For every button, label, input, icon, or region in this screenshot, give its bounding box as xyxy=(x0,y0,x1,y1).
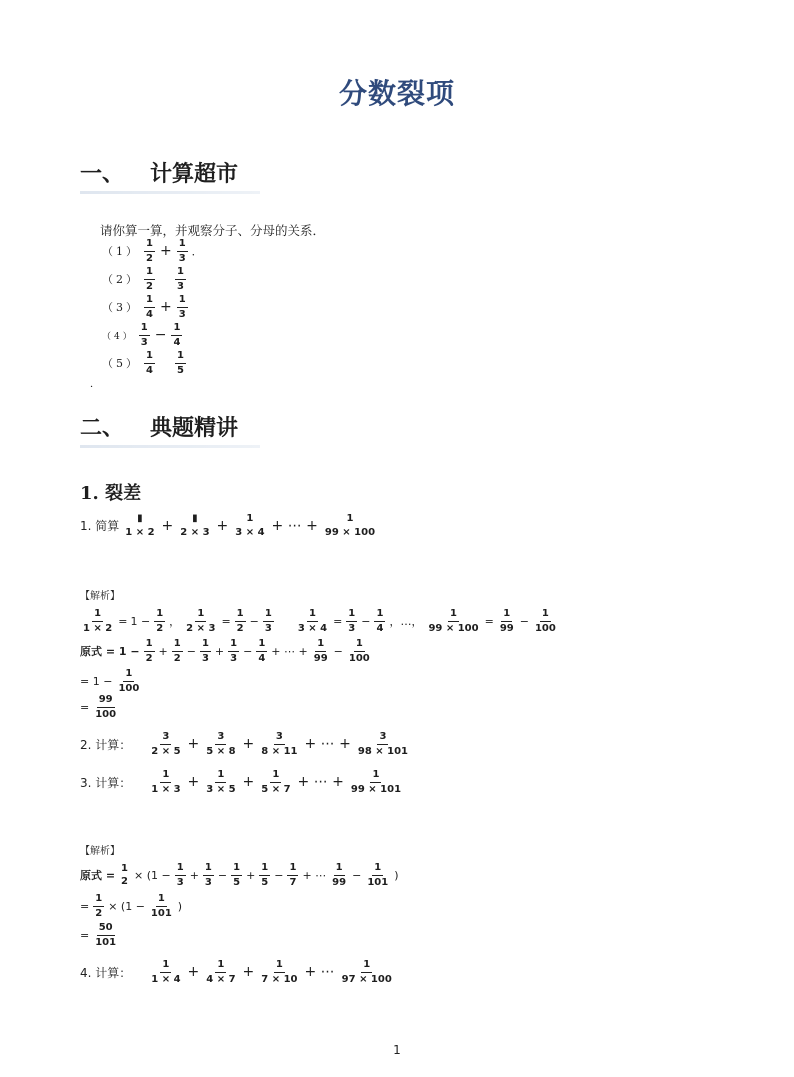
denominator: 4 xyxy=(173,336,181,348)
problem-label: 1. 简算 xyxy=(80,519,120,533)
analysis-line: 原式 = 1 2 × (1 − $\frac{1}{3}$ + $\frac{1}{3}$ − $\frac{1}{5}$ + $\frac{1}{5}$ − $\frac{1}{7}$ + ⋯ $\frac{1}{99}$ − $\frac{1}{101}$ ) xyxy=(80,862,399,888)
numerator: 3 xyxy=(215,731,226,745)
numerator: 1 xyxy=(175,266,186,280)
denominator: 2 × 3 xyxy=(186,622,216,634)
numerator: 1 xyxy=(139,322,150,336)
numerator: ▮ xyxy=(192,513,198,524)
numerator: 1 xyxy=(256,638,267,652)
section-title: 计算超市 xyxy=(150,162,239,187)
denominator: 4 xyxy=(376,622,384,634)
problem-3: 3. 计算： $\frac{1}{1 \times 3}$ + $\frac{1}{3 \times 5}$ + $\frac{1}{5 \times 7}$ + ⋯ + $\frac{1}{99 \times 101}$ xyxy=(80,769,404,795)
exercise-item xyxy=(102,322,183,348)
numerator: 1 xyxy=(175,350,186,364)
item-label: （2） xyxy=(102,273,140,286)
exercise-item xyxy=(102,266,187,292)
numerator: 1 xyxy=(215,959,226,973)
denominator: 3 xyxy=(140,336,148,348)
numerator: 1 xyxy=(195,608,206,622)
denominator: 4 xyxy=(258,652,266,664)
denominator: 2 xyxy=(121,876,129,887)
section-underline xyxy=(80,445,260,448)
section-number: 一、 xyxy=(80,162,125,187)
fraction xyxy=(322,513,378,538)
fraction xyxy=(143,350,156,376)
fraction xyxy=(234,608,247,634)
problem-2: 2. 计算： $\frac{3}{2 \times 5}$ + $\frac{3}{5 \times 8}$ + $\frac{3}{8 \times 11}$ + ⋯ + $\frac{3}{98 \times 101}$ xyxy=(80,731,411,757)
denominator: 2 xyxy=(236,622,244,634)
denominator: 99 × 100 xyxy=(428,622,479,634)
fraction xyxy=(425,608,481,634)
denominator: 3 × 4 xyxy=(235,526,265,538)
fraction xyxy=(258,731,300,757)
denominator: 99 xyxy=(313,652,328,664)
analysis-tag: 【解析】 xyxy=(80,846,120,857)
denominator: 2 xyxy=(146,280,153,292)
numerator: 1 xyxy=(228,638,239,652)
numerator: 1 xyxy=(374,608,385,622)
numerator: 1 xyxy=(448,608,459,622)
analysis-line: = 1 − $\frac{1}{100}$ xyxy=(80,668,142,694)
denominator: 2 xyxy=(145,652,153,664)
punctuation: ． xyxy=(191,245,203,258)
numerator: 1 xyxy=(315,638,326,652)
analysis-line: = $\frac{50}{101}$ xyxy=(80,922,119,948)
numerator: 1 xyxy=(144,238,155,252)
numerator: 1 xyxy=(235,608,246,622)
fraction xyxy=(122,513,157,538)
operator: + xyxy=(216,517,229,534)
numerator: 1 xyxy=(121,862,129,874)
fraction xyxy=(311,638,331,664)
fraction xyxy=(329,862,349,888)
numerator: 1 xyxy=(346,608,357,622)
section-heading-1 xyxy=(80,157,238,188)
denominator: 100 xyxy=(95,708,117,720)
numerator: 1 xyxy=(540,608,551,622)
fraction xyxy=(348,769,404,795)
numerator: 1 xyxy=(307,608,318,622)
fraction xyxy=(232,513,267,538)
numerator: 1 xyxy=(177,238,188,252)
numerator: 1 xyxy=(144,350,155,364)
denominator: 4 xyxy=(146,308,153,320)
fraction xyxy=(203,731,238,757)
numerator: 1 xyxy=(172,638,183,652)
denominator: 99 xyxy=(499,622,514,634)
fraction xyxy=(373,608,386,634)
numerator: 1 xyxy=(160,959,171,973)
denominator: 97 × 100 xyxy=(341,973,392,985)
fraction xyxy=(176,238,189,264)
denominator: 3 xyxy=(264,622,272,634)
fraction xyxy=(258,862,271,888)
item-label: （3） xyxy=(102,301,140,314)
fraction xyxy=(143,294,156,320)
numerator: 1 xyxy=(270,769,281,783)
fraction xyxy=(286,862,299,888)
numerator: 3 xyxy=(377,731,388,745)
exercise-item xyxy=(102,350,187,376)
fraction xyxy=(176,294,189,320)
denominator: 5 xyxy=(261,876,269,888)
fraction xyxy=(183,608,218,634)
section-number: 二、 xyxy=(80,416,125,441)
numerator: 1 xyxy=(231,862,242,876)
numerator: 1 xyxy=(93,893,104,907)
section-title: 典题精讲 xyxy=(150,416,239,441)
denominator: 8 × 11 xyxy=(261,745,298,757)
denominator: 5 xyxy=(176,364,184,376)
fraction xyxy=(532,608,559,634)
denominator: 99 × 100 xyxy=(324,526,376,538)
fraction xyxy=(143,638,156,664)
fraction xyxy=(203,959,238,985)
subsection-title: 裂差 xyxy=(105,483,142,504)
problem-label: 2. 计算： xyxy=(80,737,132,752)
numerator: 1 xyxy=(263,608,274,622)
numerator: 1 xyxy=(144,266,155,280)
fraction xyxy=(364,862,391,888)
fraction xyxy=(230,862,243,888)
problem-4: 4. 计算： $\frac{1}{1 \times 4}$ + $\frac{1}{4 \times 7}$ + $\frac{1}{7 \times 10}$ + ⋯ $\frac{1}{97 \times 100}$ xyxy=(80,959,395,985)
fraction xyxy=(355,731,411,757)
numerator: 1 xyxy=(501,608,512,622)
denominator: 1 × 3 xyxy=(151,783,181,795)
denominator: 3 xyxy=(204,876,212,888)
fraction xyxy=(203,769,238,795)
denominator: 3 xyxy=(178,308,186,320)
denominator: 3 × 5 xyxy=(206,783,236,795)
denominator: 99 × 101 xyxy=(350,783,402,795)
problem-label: 3. 计算： xyxy=(80,775,132,790)
fraction xyxy=(138,322,151,348)
denominator: 101 xyxy=(367,876,389,888)
numerator: 1 xyxy=(370,769,381,783)
denominator: 1 × 2 xyxy=(83,622,113,634)
fraction xyxy=(148,769,183,795)
denominator: 3 xyxy=(201,652,209,664)
numerator: 1 xyxy=(334,862,345,876)
numerator: 1 xyxy=(156,893,167,907)
exercise-item xyxy=(102,238,203,264)
fraction xyxy=(345,608,358,634)
denominator: 5 × 8 xyxy=(206,745,236,757)
item-label: （5） xyxy=(102,357,140,370)
denominator: 3 xyxy=(176,876,184,888)
denominator: 100 xyxy=(534,622,556,634)
fraction xyxy=(143,238,156,264)
denominator: 98 × 101 xyxy=(357,745,408,757)
numerator: 1 xyxy=(177,294,188,308)
fraction xyxy=(92,922,119,948)
fraction xyxy=(227,638,240,664)
analysis-line: $\frac{1}{1 \times 2}$ = 1 − $\frac{1}{2}$ ， $\frac{1}{2 \times 3}$ = $\frac{1}{2}$ − $\frac{1}{3}$ $\frac{1}{3 \times 4}$ = $\frac{1}{3}$ − $\frac{1}{4}$ ，…， $\frac{1}{99 \times 100}$ = $\frac{1}{99}$ − $\frac{1}{100}$ xyxy=(80,608,559,634)
denominator: 5 xyxy=(233,876,241,888)
problem-label: 4. 计算： xyxy=(80,965,132,980)
fraction xyxy=(497,608,517,634)
denominator: 2 × 5 xyxy=(151,745,181,757)
fraction xyxy=(148,893,175,919)
fraction xyxy=(143,266,156,292)
numerator: 1 xyxy=(274,959,285,973)
denominator: 2 xyxy=(146,252,153,264)
subsection-number: 1. xyxy=(80,483,99,504)
denominator: 4 × 7 xyxy=(206,973,236,985)
item-label: （4） xyxy=(102,331,135,342)
fraction xyxy=(295,608,330,634)
denominator: 7 × 10 xyxy=(261,973,298,985)
fraction xyxy=(148,959,183,985)
fraction xyxy=(177,513,212,538)
section-heading-2 xyxy=(80,411,238,442)
denominator: 5 × 7 xyxy=(261,783,291,795)
denominator: 1 × 4 xyxy=(151,973,181,985)
fraction xyxy=(174,266,187,292)
analysis-line: = $\frac{99}{100}$ xyxy=(80,694,119,720)
numerator: 1 xyxy=(144,294,155,308)
numerator: 1 xyxy=(372,862,383,876)
exercise-item xyxy=(102,294,189,320)
numerator: 1 xyxy=(259,862,270,876)
numerator: 1 xyxy=(346,513,354,524)
numerator: 99 xyxy=(97,694,115,708)
denominator: 3 xyxy=(178,252,186,264)
denominator: 2 xyxy=(156,622,164,634)
operator: − xyxy=(154,327,167,343)
denominator: 100 xyxy=(348,652,370,664)
fraction xyxy=(174,862,187,888)
numerator: 1 xyxy=(123,668,134,682)
fraction xyxy=(199,638,212,664)
numerator: 3 xyxy=(160,731,171,745)
denominator: 2 xyxy=(173,652,181,664)
denominator: 7 xyxy=(289,876,297,888)
item-label: （1） xyxy=(102,245,140,258)
fraction xyxy=(92,893,105,919)
trailing-dot: ． xyxy=(90,379,100,390)
denominator: 3 × 4 xyxy=(297,622,328,634)
numerator: 1 xyxy=(203,862,214,876)
denominator: 1 × 2 xyxy=(125,526,155,538)
numerator: 1 xyxy=(215,769,226,783)
numerator: 1 xyxy=(287,862,298,876)
operator: + xyxy=(159,299,172,315)
analysis-tag: 【解析】 xyxy=(80,591,120,602)
fraction xyxy=(148,731,183,757)
denominator: 101 xyxy=(95,936,117,948)
numerator: 1 xyxy=(200,638,211,652)
fraction xyxy=(174,350,187,376)
numerator: 50 xyxy=(97,922,115,936)
ellipsis-operator: + ⋯ + xyxy=(271,517,318,534)
numerator: 1 xyxy=(354,638,365,652)
analysis-line: 原式 = 1 − $\frac{1}{2}$ + $\frac{1}{2}$ − $\frac{1}{3}$ + $\frac{1}{3}$ − $\frac{1}{4}$ + ⋯ + $\frac{1}{99}$ − $\frac{1}{100}$ xyxy=(80,638,373,664)
fraction xyxy=(153,608,166,634)
section1-intro: 请你算一算，并观察分子、分母的关系． xyxy=(100,223,326,238)
subsection-heading xyxy=(80,479,141,505)
analysis-line: = $\frac{1}{2}$ × (1 − $\frac{1}{101}$ ) xyxy=(80,893,183,919)
page-number: 1 xyxy=(393,1043,401,1057)
denominator: 3 xyxy=(230,652,238,664)
numerator: 1 xyxy=(171,322,182,336)
section-underline xyxy=(80,191,260,194)
denominator: 3 xyxy=(348,622,356,634)
numerator: 1 xyxy=(92,608,103,622)
problem-1 xyxy=(80,513,378,538)
numerator: 1 xyxy=(175,862,186,876)
fraction xyxy=(118,863,131,888)
page-title: 分数裂项 xyxy=(338,77,455,110)
denominator: 101 xyxy=(150,907,172,919)
numerator: 1 xyxy=(160,769,171,783)
operator: + xyxy=(161,517,174,534)
denominator: 100 xyxy=(118,682,140,694)
numerator: 1 xyxy=(246,513,254,524)
denominator: 2 × 3 xyxy=(180,526,210,538)
fraction xyxy=(202,862,215,888)
fraction xyxy=(346,638,373,664)
numerator: ▮ xyxy=(137,513,143,524)
fraction xyxy=(115,668,142,694)
numerator: 1 xyxy=(361,959,372,973)
numerator: 1 xyxy=(154,608,165,622)
fraction xyxy=(171,638,184,664)
fraction xyxy=(255,638,268,664)
numerator: 3 xyxy=(274,731,285,745)
fraction xyxy=(170,322,183,348)
denominator: 2 xyxy=(95,907,103,919)
denominator: 3 xyxy=(176,280,184,292)
denominator: 4 xyxy=(146,364,153,376)
fraction xyxy=(92,694,119,720)
fraction xyxy=(258,959,300,985)
numerator: 1 xyxy=(144,638,155,652)
denominator: 99 xyxy=(332,876,347,888)
fraction xyxy=(262,608,275,634)
fraction xyxy=(339,959,395,985)
fraction xyxy=(258,769,293,795)
fraction xyxy=(80,608,115,634)
operator: + xyxy=(159,243,172,259)
